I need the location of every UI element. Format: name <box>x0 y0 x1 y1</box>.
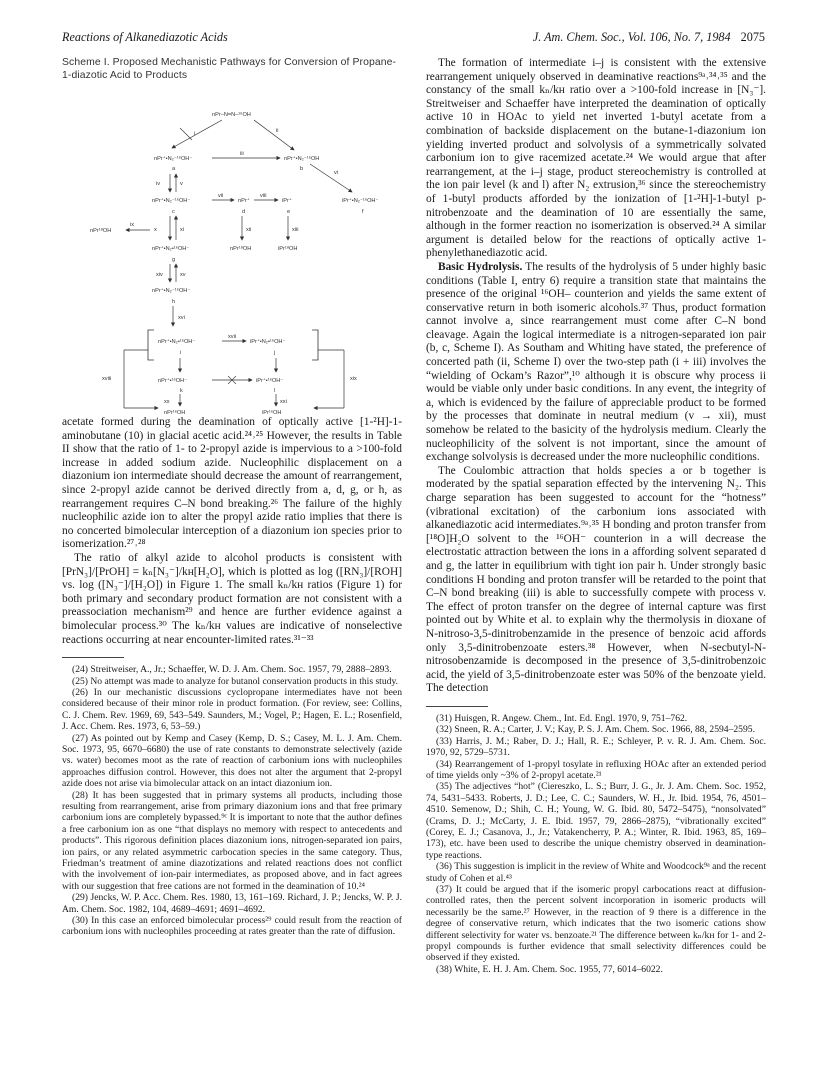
right-column <box>426 57 766 975</box>
roman-vi: vi <box>334 170 339 176</box>
left-paragraph-1: acetate formed during the deamination of optically active [1-²H]-1-aminobutane (10) in glacial acetic acid.²⁴˒²⁵ However, the results in Table II show that the ratio of 1- to 2-propyl azide is impervious to a >100-fold increase in added sodium azide. Nucleophilic displacement on a diazonium ion intermediate should decrease the amount of rearrangement, since 2-propyl azide cannot be derived directly from a, d, g, or h, as rearrangement requires C–N bond breaking.²⁶ The failure of the highly nucleophilic azide ion to alter the propyl azide ratio implies that there is no concerted bimolecular interception of a diazonium ion species prior to isomerization.²⁷˒²⁸ <box>62 416 402 551</box>
letter-i: i <box>180 350 182 356</box>
footnote-29: (29) Jencks, W. P. Acc. Chem. Res. 1980, 13, 161–169. Richard, J. P.; Jencks, W. P. J. Am. Chem. Soc. 1982, 104, 4689–4691; 4691–4692. <box>62 892 402 915</box>
footnote-33: (33) Harris, J. M.; Raber, D. J.; Hall, R. E.; Schleyer, P. v. R. J. Am. Chem. Soc. 1970, 92, 5729–5731. <box>426 735 766 759</box>
left-footnotes <box>62 664 402 938</box>
ipr-18oh: iPr¹⁸OH <box>278 246 298 252</box>
roman-i: i <box>194 131 196 137</box>
header-citation: J. Am. Chem. Soc., Vol. 106, No. 7, 1984 <box>532 30 731 44</box>
roman-xviii: xviii <box>102 376 112 382</box>
product-ipr-16oh: iPr¹⁶OH <box>262 410 282 416</box>
roman-viii: viii <box>260 193 267 199</box>
footnote-32: (32) Sneen, R. A.; Carter, J. V.; Kay, P. S. J. Am. Chem. Soc. 1966, 88, 2594–2595. <box>436 724 755 736</box>
ion-pair-c: nPr⁺•N₂⁻¹⁶OH⁻ <box>152 288 191 294</box>
footnote-31: (31) Huisgen, R. Angew. Chem., Int. Ed. Engl. 1970, 9, 751–762. <box>436 712 688 724</box>
scheme-svg <box>62 88 402 416</box>
right-paragraph-1: The formation of intermediate i–j is consistent with the extensive rearrangement uniquely observed in deaminative reactions⁹ᵃ˒³⁴˒³⁵ and the constancy of the small kₙ/kʜ ratio over a >100-fold increase in [N₃⁻]. Streitweiser and Schaeffer have interpreted the deamination of optically active 10 in HOAc to yield net inverted 1-butyl acetate from a combination of backside displacement on the butane-1-diazonium ion yielding inverted product and solvolysis of a symmetrically solvated carbonium ion to give racemized acetate.²⁴ We would argue that after rearrangement, at the i–j stage, product stereochemistry is controlled at the ion pair level (k and l) after N₂ extrusion,³⁶ since the stereochemistry of 1-butyl products afforded by the ionization of [1-²H]-1-butyl p-nitrobenzoate and the deamination of 10 are essentially the same, although in the former reaction no isomerization is observed.²⁴ A similar argument is detailed below for the reactions of optically active 1-phenylethanediazotic acid. <box>426 57 766 260</box>
roman-v: v <box>180 181 183 187</box>
footnote-38: (38) White, E. H. J. Am. Chem. Soc. 1955, 77, 6014–6022. <box>436 963 663 975</box>
footnote-26: (26) In our mechanistic discussions cyclopropane intermediates have not been considered because of their minor role in product formation. (For review, see: Collins, C. J. Chem. Rev. 1969, 69, 543–549. Saunders, M.; Vogel, P.; Hagen, E. L.; Rosenfield, J. Acc. Chem. Res. 1973, 6, 53–59.) <box>62 686 402 733</box>
header-title: Reactions of Alkanediazotic Acids <box>62 30 228 44</box>
letter-e: e <box>287 209 291 215</box>
running-header <box>62 30 765 46</box>
ipr-cation: iPr⁺ <box>282 198 292 204</box>
page-number: 2075 <box>740 30 765 44</box>
footnote-37: (37) It could be argued that if the isomeric propyl carbocations react at diffusion-controlled rates, then the percent solvent incorporation in isomeric products will necessarily be the same.²⁷ However, in the reaction of 9 there is a difference in the degree of conservative return, which indicates that the two isomeric cations show different selectivity for water vs. benzoate.²¹ The difference between kₙ/kʜ for 1- and 2-propyl compounds is further evidence that small selectivity differences could be observed if they existed. <box>426 884 766 964</box>
footnote-30: (30) In this case an enforced bimolecular process²⁹ could result from the reaction of carbonium ions with nucleophiles proceeding at rates greater than the rate of diffusion. <box>62 915 402 938</box>
footnote-25: (25) No attempt was made to analyze for butanol conservation products in this study. <box>72 675 399 687</box>
footnote-34: (34) Rearrangement of 1-propyl tosylate in refluxing HOAc after an extended period of time yields only ~3% of 2-propyl acetate.²¹ <box>426 758 766 781</box>
ion-pair-a: nPr⁺•N₂⁻¹⁶OH⁻ <box>154 156 193 162</box>
footnote-rule-right <box>426 706 488 707</box>
letter-f: f <box>362 209 364 215</box>
section-heading-basic-hydrolysis: Basic Hydrolysis. <box>438 260 523 273</box>
footnote-rule <box>62 657 124 658</box>
right-paragraph-2 <box>426 261 766 465</box>
footnote-35: (35) The adjectives “hot” (Ciereszko, L. S.; Burr, J. G., Jr. J. Am. Chem. Soc. 1952, 74, 5431–5433. Roberts, J. D.; Lee, C. C.; Saunders, W. H., Jr. Ibid. 1954, 76, 4501–4510. Semenow, D.; Shih, C. H.; Young, W. G. Ibid. 80, 5472–5475), “nonsolvated” (Crams, D. J.; McCarty, J. E. Ibid. 1957, 79, 2866–2875), “vibrationally excited” (Corey, E. J.; Casanova, J., Jr.; Vatakencherry, P. A.; Winter, R. Ibid. 1963, 85, 169–173), etc. have been used to describe the unique chemistry observed in deamination-type reactions. <box>426 781 766 861</box>
roman-ii: ii <box>276 128 279 134</box>
left-column <box>62 57 402 938</box>
roman-xxi: xxi <box>280 399 287 405</box>
npr-cation: nPr⁺ <box>238 198 250 204</box>
footnote-36: (36) This suggestion is implicit in the review of White and Woodcock⁹ᵃ and the recent study of Cohen et al.⁴³ <box>426 861 766 884</box>
roman-xx: xx <box>164 399 170 405</box>
right-paragraph-3: The Coulombic attraction that holds species a or b together is moderated by the spatial separation effected by the intervening N₂. This charge separation has been suggested to account for the “hotness” (vibrational excitation) of the carbonium ions associated with alkanediazotic acid intermediates.⁹ᵃ˒³⁵ H bonding and proton transfer from [¹⁸O]H₂O solvent to the ¹⁶OH⁻ counterion in a will decrease the electrostatic attraction between the ions in a affording solvent separated d and g, the latter in equilibrium with tight ion pair h. Under strongly basic conditions H bonding and proton transfer will be retarded to the point that C–N bond breaking (iii) is able to successfully compete with process v. The effect of proton transfer on the degree of internal capture was first pointed out by White et al. to explain why the thermolysis in dioxane of N-nitroso-3,5-dinitrobenzamide in the presence of benzoic acid affords only 3,5-dinitrobenzoate esters.³⁸ However, when N-secbutyl-N-nitrosobenzamide is decomposed in the presence of 3,5-dinitrobenzoic acid, the yield of 3,5-dinitrobenzoate ester was 50% of the benzoate yield. The detection <box>426 464 766 695</box>
roman-iv: iv <box>156 181 161 187</box>
roman-xix: xix <box>350 376 357 382</box>
letter-g: g <box>172 257 176 263</box>
roman-vii: vii <box>218 193 224 199</box>
right-footnotes <box>426 713 766 975</box>
right-paragraph-2-body: The results of the hydrolysis of 5 under highly basic conditions (Table I, entry 6) require a transition state that maintains the presence of the original ¹⁶OH– counterion and yields the same extent of conservative return in both isomeric alcohols.³⁷ Thus, product formation cannot involve a, since rearrangement must come after C–N bond cleavage. Again the logical intermediate is a nitrogen-separated ion pair (b, c, Scheme I). As Southam and Whiting have stated, the preference of concerted path (ii, Scheme I) over the two-step path (i + iii) involves the “wielding of Ockam’s Razor”,¹⁰ although it is obscure why process ii would be viable only under basic conditions. In any event, the integrity of a, which is evidenced by the failure of appreciable product to be formed by the processes that dominate in neutral medium (v → xii), must somehow be related to the basicity of the hydrolysis medium. Clearly the nucleophilicity of the solvent is not important, since the amount of exchange solvolysis is decreased under the more nucleophilic conditions. <box>426 260 766 464</box>
roman-xi: xi <box>180 227 185 233</box>
letter-h: h <box>172 299 176 305</box>
bracket-left-species: nPr⁺•N₂•¹⁶OH⁻ <box>158 339 196 345</box>
scheme-diagram <box>62 88 402 416</box>
roman-iii: iii <box>240 151 244 157</box>
sep-pair-iso: nPr⁺•N₂•¹⁶OH⁻ <box>152 246 190 252</box>
roman-xvi: xvi <box>178 315 185 321</box>
letter-d: d <box>242 209 246 215</box>
roman-xiv: xiv <box>156 272 163 278</box>
npr-18oh: nPr¹⁸OH <box>230 246 252 252</box>
roman-x: x <box>154 227 157 233</box>
scheme-caption: Scheme I. Proposed Mechanistic Pathways for Conversion of Propane-1-diazotic Acid to Products <box>62 57 397 81</box>
letter-j: j <box>274 350 276 356</box>
ipr-ion-pair: iPr⁺•N₂⁻¹⁶OH⁻ <box>342 198 379 204</box>
footnote-28: (28) It has been suggested that in primary systems all products, including those resulting from rearrangement, arise from primary diazonium ions and that free primary carbonium ions are completely bypassed.⁹ᶜ It is important to note that the author defines a free carbonium ion as one “that displays no memory with respect to antecedents and products”. This rigorous definition places diazonium ions, nitrogen-separated ion pairs, ion pairs, or any related asymmetric carbocation species in the same category. Thus, Friedman’s treatment of amine diazotizations and related reactions does not conflict with the involvement of ion-pair intermediates, as proposed above, and in fact agrees with our suggestion that free cations are not formed in the deamination of 10.²⁴ <box>62 789 402 892</box>
roman-xvii: xvii <box>228 334 237 340</box>
letter-b: b <box>300 166 304 172</box>
rearranged-ion: nPr⁺•N₂⁻¹⁶OH <box>284 156 320 162</box>
letter-c: c <box>172 209 175 215</box>
product-npr-16oh: nPr¹⁶OH <box>164 410 186 416</box>
scheme-top: nPr–N=N–¹⁶OH <box>212 112 251 118</box>
tight-left: nPr⁺•¹⁶OH⁻ <box>158 378 188 384</box>
tight-right: iPr⁺•¹⁶OH⁻ <box>256 378 284 384</box>
footnote-27: (27) As pointed out by Kemp and Casey (Kemp, D. S.; Casey, M. L. J. Am. Chem. Soc. 1973, 95, 6670–6680) the use of rate constants to demonstrate selectively (azide vs. water) becomes moot as the rate of reaction of carbonium ions with nucleophiles approaches diffusion control. However, this does not alter the argument that 2-propyl azide does not arise via bimolecular attack on an intact diazonium ion. <box>62 732 402 790</box>
letter-l: l <box>274 388 276 394</box>
roman-ix: ix <box>130 222 135 228</box>
npr-18oh-left: nPr¹⁸OH <box>90 228 112 234</box>
footnote-24: (24) Streitweiser, A., Jr.; Schaeffer, W. D. J. Am. Chem. Soc. 1957, 79, 2888–2893. <box>72 664 392 676</box>
header-journal <box>533 30 765 45</box>
roman-xiii: xiii <box>292 227 299 233</box>
letter-k: k <box>180 388 183 394</box>
letter-a: a <box>172 166 176 172</box>
roman-xii: xii <box>246 227 252 233</box>
bracket-right-species: iPr⁺•N₂•¹⁶OH⁻ <box>250 339 286 345</box>
ion-pair-b: nPr⁺•N₂⁻¹⁶OH⁻ <box>152 198 191 204</box>
roman-xv: xv <box>180 272 186 278</box>
left-paragraph-2: The ratio of alkyl azide to alcohol products is consistent with [PrN₃]/[PrOH] = kₙ[N₃⁻]/kʜ[H₂O], which is plotted as log ([RN₃]/[ROH] vs. log ([N₃⁻]/[H₂O]) in Figure 1. The small kₙ/kʜ ratios (Figure 1) for both primary and secondary product formation are not consistent with a preassociation mechanism²⁹ and hence are further evidence against a bimolecular process.³⁰ The kₙ/kʜ values are indicative of nonselective reactions occurring at near encounter-limited rates.³¹⁻³³ <box>62 551 402 646</box>
